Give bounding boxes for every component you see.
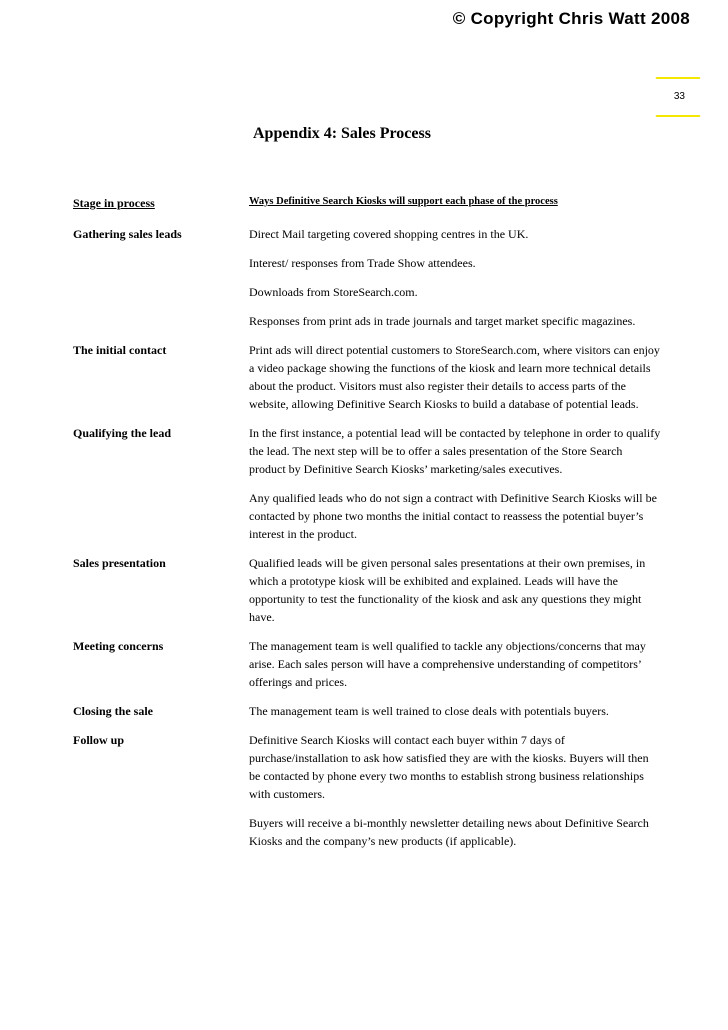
table-row xyxy=(73,637,663,702)
stage-label: Follow up xyxy=(73,733,125,747)
ways-cell xyxy=(249,702,661,731)
page-number-top-rule xyxy=(656,77,700,79)
table-row xyxy=(73,554,663,637)
ways-paragraph: Print ads will direct potential customers to StoreSearch.com, where visitors can enjoy a video package showing the functions of the kiosk and learn more technical details about the product. Visitors must also register their details to access parts of the website, allowing Definitive Search Kiosks to build a database of potential leads. xyxy=(249,343,660,411)
table-row xyxy=(73,702,663,731)
table-row xyxy=(73,424,663,554)
ways-paragraph: Any qualified leads who do not sign a contract with Definitive Search Kiosks will be contacted by phone two months the initial contact to reassess the potential buyer’s interest in the product. xyxy=(249,491,657,541)
ways-cell xyxy=(249,554,661,637)
stage-label: Sales presentation xyxy=(73,556,166,570)
ways-cell xyxy=(249,424,661,554)
page-title: Appendix 4: Sales Process xyxy=(253,125,431,142)
page-number-bottom-rule xyxy=(656,115,700,117)
ways-cell xyxy=(249,341,661,424)
ways-paragraph: Downloads from StoreSearch.com. xyxy=(249,285,418,299)
stage-label: Closing the sale xyxy=(73,704,154,718)
ways-paragraph: Responses from print ads in trade journals and target market specific magazines. xyxy=(249,314,636,328)
table-row xyxy=(73,225,663,341)
stage-label: Qualifying the lead xyxy=(73,426,172,440)
stage-label: Meeting concerns xyxy=(73,639,164,653)
copyright-notice: © Copyright Chris Watt 2008 xyxy=(452,9,690,28)
ways-paragraph: Direct Mail targeting covered shopping centres in the UK. xyxy=(249,227,529,241)
ways-paragraph: Buyers will receive a bi-monthly newsletter detailing news about Definitive Search Kiosks and the company’s new products (if applicable). xyxy=(249,816,649,848)
ways-paragraph: The management team is well qualified to tackle any objections/concerns that may arise. Each sales person will have a comprehensive understanding of competitors’ offerings and prices. xyxy=(249,639,646,689)
ways-paragraph: Interest/ responses from Trade Show attendees. xyxy=(249,256,476,270)
ways-paragraph: The management team is well trained to close deals with potentials buyers. xyxy=(249,704,609,718)
ways-paragraph: In the first instance, a potential lead will be contacted by telephone in order to qualify the lead. The next step will be to offer a sales presentation of the Store Search product by Definitive Search Kiosks’ marketing/sales executives. xyxy=(249,426,661,476)
page-number-box xyxy=(656,77,700,117)
ways-paragraph: Qualified leads will be given personal sales presentations at their own premises, in which a prototype kiosk will be exhibited and explained. Leads will have the opportunity to test the functionality of the kiosk and ask any questions they might have. xyxy=(249,556,646,624)
stage-label: Gathering sales leads xyxy=(73,227,182,241)
sales-process-table xyxy=(73,225,663,861)
ways-cell xyxy=(249,731,661,861)
ways-cell xyxy=(249,637,661,702)
stage-column-header: Stage in process xyxy=(73,196,155,210)
ways-paragraph: Definitive Search Kiosks will contact each buyer within 7 days of purchase/installation to ask how satisfied they are with the kiosks. Buyers will then be contacted by phone every two months to establish strong business relationships with customers. xyxy=(249,733,649,801)
table-row xyxy=(73,341,663,424)
stage-label: The initial contact xyxy=(73,343,167,357)
page-number: 33 xyxy=(673,91,685,102)
table-row xyxy=(73,731,663,861)
ways-cell xyxy=(249,225,661,341)
ways-column-header: Ways Definitive Search Kiosks will support each phase of the process xyxy=(249,196,558,207)
